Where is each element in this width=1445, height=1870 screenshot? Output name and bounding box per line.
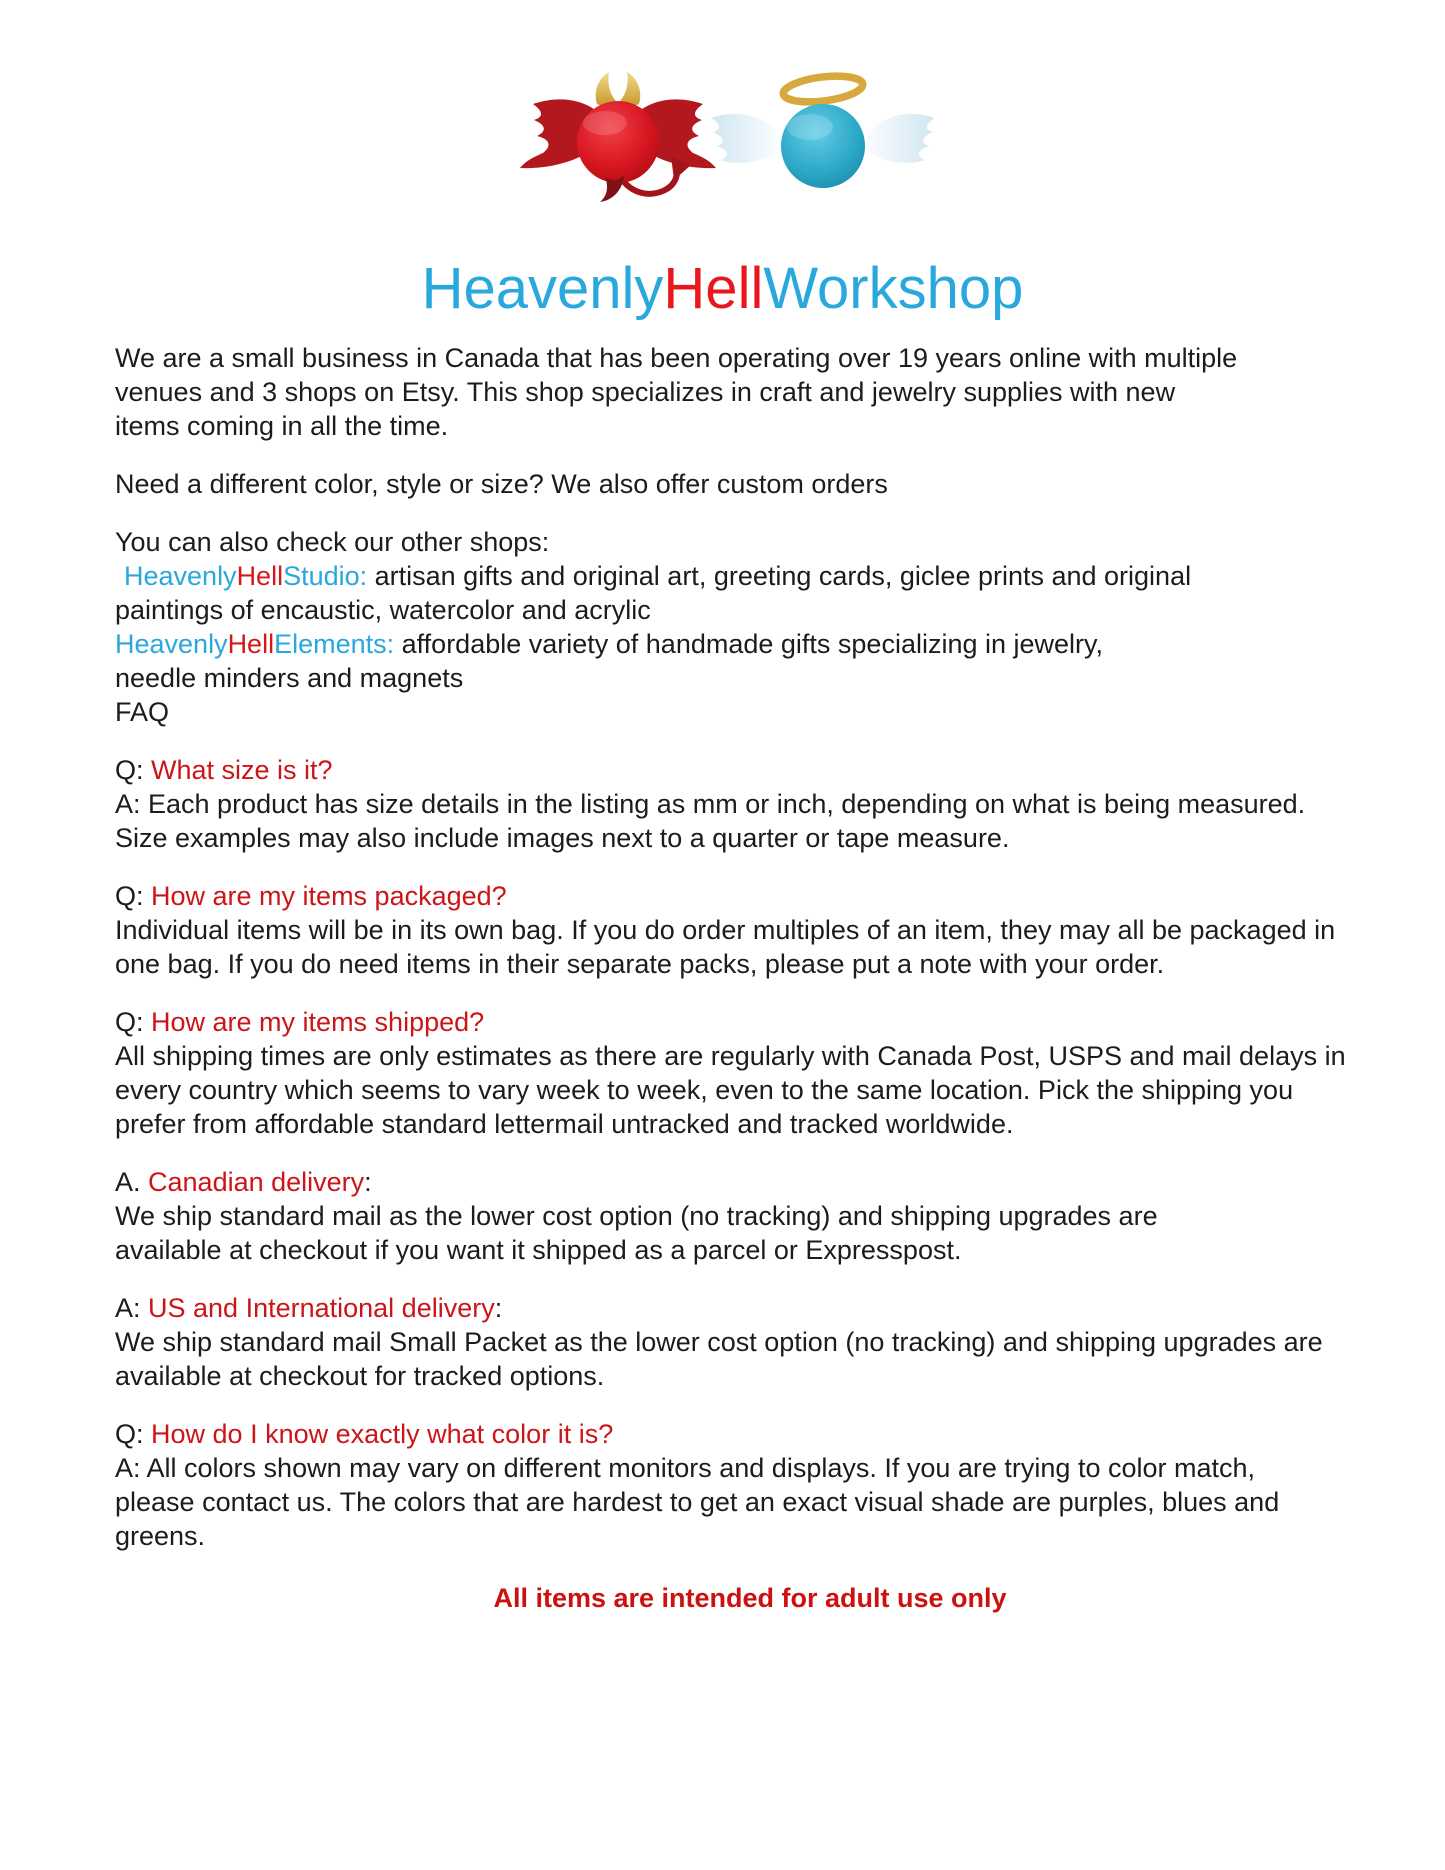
faq-answer-line: We ship standard mail as the lower cost option (no tracking) and shipping upgrades are — [115, 1200, 1158, 1231]
delivery-label: Canadian delivery — [140, 1166, 365, 1197]
faq-answer-line: please contact us. The colors that are hardest to get an exact visual shade are purples, blues and — [115, 1486, 1280, 1517]
faq-question: How are my items packaged? — [143, 880, 507, 911]
faq-delivery-heading — [115, 1291, 1385, 1325]
faq-item-size — [115, 753, 1385, 855]
intro-line: We are a small business in Canada that has been operating over 19 years online with multiple — [115, 342, 1238, 373]
faq-item-canadian-delivery — [115, 1165, 1385, 1267]
studio-heavenly: Heavenly — [124, 560, 237, 591]
faq-item-us-international-delivery — [115, 1291, 1385, 1393]
faq-item-shipped — [115, 1005, 1385, 1141]
devil-logo-icon — [520, 72, 716, 202]
elements-description-line2: needle minders and magnets — [115, 662, 464, 693]
faq-item-color — [115, 1417, 1385, 1553]
angel-logo-icon — [711, 72, 933, 188]
elements-hell: Hell — [227, 628, 275, 659]
q-prefix: Q: — [115, 1006, 144, 1037]
devil-and-angel-logo — [513, 70, 933, 202]
title-workshop: Workshop — [763, 256, 1024, 321]
q-prefix: Q: — [115, 754, 144, 785]
faq-answer-line: Size examples may also include images next to a quarter or tape measure. — [115, 822, 1010, 853]
adult-use-notice: All items are intended for adult use only — [493, 1582, 1007, 1613]
shop-link-studio[interactable] — [124, 561, 367, 591]
faq-question: How are my items shipped? — [143, 1006, 485, 1037]
studio-description-line2: paintings of encaustic, watercolor and acrylic — [115, 594, 651, 625]
a-prefix: A: — [115, 1292, 141, 1323]
faq-answer-line: A: Each product has size details in the listing as mm or inch, depending on what is being measured. — [115, 788, 1306, 819]
shops-heading: You can also check our other shops: — [115, 526, 550, 557]
faq-answer-line: available at checkout for tracked options. — [115, 1360, 605, 1391]
q-prefix: Q: — [115, 880, 144, 911]
shop-elements-line — [115, 627, 1385, 661]
faq-question: What size is it? — [143, 754, 333, 785]
faq-answer-line: greens. — [115, 1520, 206, 1551]
faq-delivery-heading — [115, 1165, 1385, 1199]
faq-question-line — [115, 879, 1385, 913]
custom-orders-line: Need a different color, style or size? We also offer custom orders — [115, 468, 888, 499]
studio-description: artisan gifts and original art, greeting cards, giclee prints and original — [367, 560, 1192, 591]
q-prefix: Q: — [115, 1418, 144, 1449]
faq-answer-line: every country which seems to vary week to week, even to the same location. Pick the shipping you — [115, 1074, 1294, 1105]
other-shops-section — [115, 525, 1385, 729]
faq-answer-line: available at checkout if you want it shipped as a parcel or Expresspost. — [115, 1234, 962, 1265]
elements-heavenly: Heavenly — [115, 628, 228, 659]
a-suffix: : — [494, 1292, 503, 1323]
faq-answer-line: Individual items will be in its own bag. If you do order multiples of an item, they may all be packaged in — [115, 914, 1336, 945]
faq-question-line — [115, 1005, 1385, 1039]
faq-question-line — [115, 753, 1385, 787]
intro-line: venues and 3 shops on Etsy. This shop specializes in craft and jewelry supplies with new — [115, 376, 1176, 407]
faq-answer-line: one bag. If you do need items in their separate packs, please put a note with your order. — [115, 948, 1165, 979]
faq-item-packaged — [115, 879, 1385, 981]
custom-orders-note — [115, 467, 1385, 501]
studio-hell: Hell — [236, 560, 284, 591]
delivery-label: US and International delivery — [140, 1292, 495, 1323]
title-hell: Hell — [663, 256, 764, 321]
shop-logo — [0, 0, 1445, 202]
studio-rest: Studio: — [283, 560, 368, 591]
a-prefix: A. — [115, 1166, 141, 1197]
shop-link-elements[interactable] — [115, 629, 394, 659]
a-suffix: : — [364, 1166, 372, 1197]
intro-line: items coming in all the time. — [115, 410, 449, 441]
faq-question: How do I know exactly what color it is? — [143, 1418, 614, 1449]
intro-paragraph — [115, 341, 1385, 443]
faq-answer-line: A: All colors shown may vary on different monitors and displays. If you are trying to color match, — [115, 1452, 1256, 1483]
faq-heading: FAQ — [115, 696, 170, 727]
page-body — [115, 341, 1385, 1615]
faq-answer-line: prefer from affordable standard lettermail untracked and tracked worldwide. — [115, 1108, 1014, 1139]
shop-studio-line — [115, 559, 1385, 593]
faq-answer-line: All shipping times are only estimates as there are regularly with Canada Post, USPS and mail delays in — [115, 1040, 1346, 1071]
faq-question-line — [115, 1417, 1385, 1451]
elements-rest: Elements: — [274, 628, 395, 659]
faq-answer-line: We ship standard mail Small Packet as the lower cost option (no tracking) and shipping upgrades are — [115, 1326, 1323, 1357]
elements-description: affordable variety of handmade gifts specializing in jewelry, — [394, 628, 1104, 659]
page-title — [0, 256, 1445, 323]
title-heavenly: Heavenly — [421, 256, 664, 321]
